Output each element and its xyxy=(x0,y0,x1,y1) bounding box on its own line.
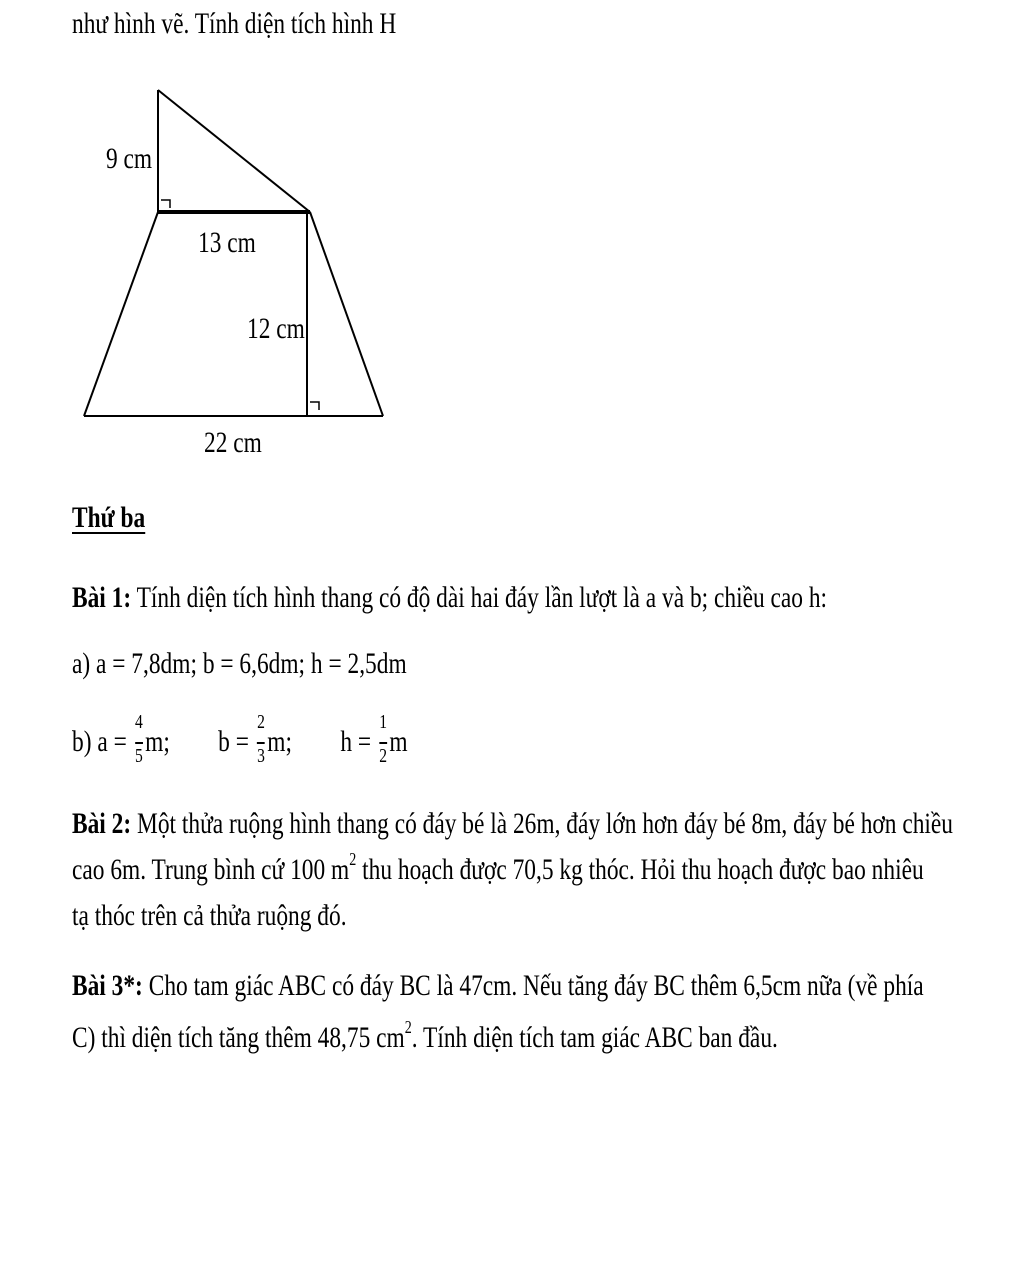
trapezoid-right-side xyxy=(310,212,383,416)
bai2-label: Bài 2: xyxy=(72,807,132,840)
bai1-part-b: b) a = $\frac{4}{5}$ m; b = $\frac{2}{3}$ m; h = $\frac{1}{2}$ m xyxy=(72,711,408,767)
bai3-label: Bài 3*: xyxy=(72,969,143,1002)
label-triangle-height: 9 cm xyxy=(106,142,153,175)
right-angle-mark-top xyxy=(161,200,170,208)
figure-shape-h xyxy=(0,0,1024,480)
fraction-a: $\frac{4}{5}$ xyxy=(134,711,143,767)
bai1-text: Tính diện tích hình thang có độ dài hai đáy lần lượt là a và b; chiều cao h: xyxy=(131,581,828,614)
bai1-part-a: a) a = 7,8dm; b = 6,6dm; h = 2,5dm xyxy=(72,647,407,680)
bai2-line3: tạ thóc trên cả thửa ruộng đó. xyxy=(72,899,347,932)
bai2-line2: cao 6m. Trung bình cứ 100 $m^2$ thu hoạch được 70,5 kg thóc. Hỏi thu hoạch được bao nhiêu xyxy=(72,849,924,886)
fraction-b: $\frac{2}{3}$ xyxy=(257,711,265,767)
bai1-label: Bài 1: xyxy=(72,581,132,614)
fraction-h: $\frac{1}{2}$ xyxy=(379,711,388,767)
triangle-hypotenuse xyxy=(158,90,310,212)
bai3-line2: C) thì diện tích tăng thêm 48,75 $cm^2$. Tính diện tích tam giác ABC ban đầu. xyxy=(72,1017,778,1054)
section-title: Thứ ba xyxy=(72,501,146,534)
right-angle-mark-bottom xyxy=(310,402,319,410)
trapezoid-left-side xyxy=(84,212,158,416)
label-bottom-base: 22 cm xyxy=(204,426,262,459)
bai1-statement xyxy=(72,580,827,616)
label-height: 12 cm xyxy=(247,312,305,345)
intro-text: như hình vẽ. Tính diện tích hình H xyxy=(72,7,397,40)
label-top-base: 13 cm xyxy=(198,226,256,259)
bai3-line1: Bài 3*: Cho tam giác ABC có đáy BC là 47cm. Nếu tăng đáy BC thêm 6,5cm nữa (về phía xyxy=(72,969,924,1002)
bai2-line1: Bài 2: Một thửa ruộng hình thang có đáy bé là 26m, đáy lớn hơn đáy bé 8m, đáy bé hơn chiều xyxy=(72,807,953,840)
